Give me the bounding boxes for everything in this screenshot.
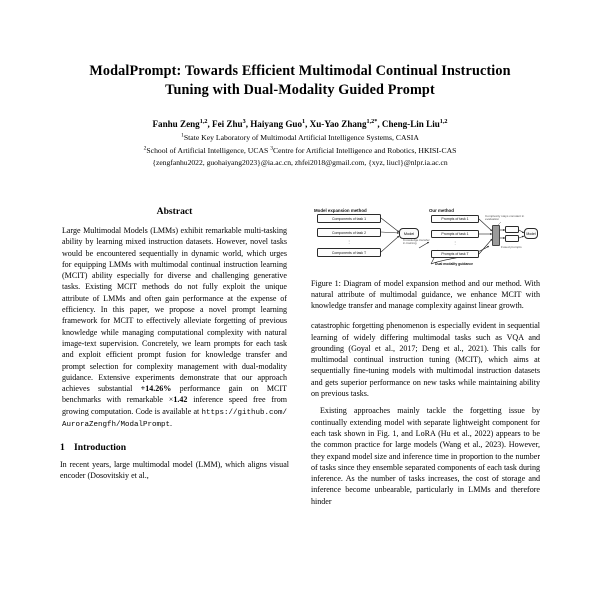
- figure-right-box-3: Prompts of task T: [431, 250, 479, 258]
- abstract-paragraph: [62, 225, 287, 431]
- author-name-4: Xu-Yao Zhang: [309, 119, 367, 130]
- abstract-heading: Abstract: [156, 206, 193, 217]
- figure-note-dual-modality: Dual modality guidance: [435, 262, 474, 266]
- figure-right-box-1: Prompts of task 1: [431, 215, 479, 223]
- affiliation-sup-3: 3: [270, 145, 274, 152]
- introduction-paragraph-1: In recent years, large multimodal model (LMM), which aligns visual encoder (Dosovitskiy et al.,: [60, 459, 289, 481]
- author-sup-4: 1,2*: [366, 118, 378, 126]
- right-column: [311, 206, 540, 600]
- performance-gain-value: +14.26%: [140, 384, 172, 394]
- affiliation-line-1: [78, 133, 522, 144]
- affiliation-line-2: [78, 146, 522, 157]
- abstract-text-mid-2: inference speed free from growing computation. Code is available at: [62, 395, 287, 416]
- figure-left-box-3: Components of task T: [317, 248, 381, 257]
- figure-right-ellipsis: ⋮: [453, 240, 457, 245]
- author-name-5: Cheng-Lin Liu: [381, 119, 440, 130]
- figure-1: [311, 206, 540, 311]
- abstract-body: [60, 225, 289, 431]
- abstract-text-after: .: [170, 419, 173, 429]
- right-column-paragraph-2: Existing approaches mainly tackle the forgetting issue by continually extending model with separate lightweight component for each task shown in Fig. 1, and LoRA (Hu et al., 2022) appears to be the common practice for large models (Wang et al., 2023). However, they expand model size and inference time in proportion to the number of tasks since they ensemble separated components of each task during inference. As the number of tasks increases, the cost of storage and inference become unbearable, particularly in LMMs and therefore hinder: [311, 406, 540, 506]
- figure-left-ellipsis: ⋮: [347, 239, 351, 244]
- figure-1-diagram: [311, 206, 540, 274]
- figure-note-knowledge-transfer: Knowledge transfer in training: [403, 238, 430, 246]
- author-sup-1: 1,2: [199, 118, 208, 126]
- affiliation-sup-2: 2: [143, 145, 147, 152]
- author-name-3: Haiyang Guo: [250, 119, 303, 130]
- affiliation-sup-1: 1: [181, 132, 184, 139]
- figure-left-title: Model expansion method: [314, 208, 367, 213]
- author-sup-2: 3: [242, 118, 246, 126]
- author-emails: {zengfanhu2022, guohaiyang2023}@ia.ac.cn, zhfei2018@gmail.com, {xyz, liucl}@nlpr.ia.ac.cn: [152, 158, 448, 168]
- abstract-text-mid: performance gain on MCIT benchmarks with remarkable ×: [62, 384, 287, 405]
- author-list: [78, 118, 522, 130]
- figure-right-title: Our method: [429, 208, 454, 213]
- section-title: Introduction: [74, 441, 127, 453]
- affiliation-text-1: State Key Laboratory of Multimodal Artificial Intelligence Systems, CASIA: [183, 132, 419, 142]
- figure-left-box-1: Components of task 1: [317, 214, 381, 223]
- affiliation-text-2: School of Artificial Intelligence, UCAS: [146, 145, 271, 155]
- author-name-1: Fanhu Zeng: [152, 119, 200, 130]
- author-sup-5: 1,2: [439, 118, 448, 126]
- figure-left-box-2: Components of task 2: [317, 228, 381, 237]
- abstract-text-before: Large Multimodal Models (LMMs) exhibit remarkable multi-tasking ability by learning mixed instruction datasets. However, novel tasks would be encountered sequentially in dynamic world, which urges for equipping LMMs with multimodal continual instruction learning (MCIT) ability especially for diverse and challenging generative tasks. Existing MCIT methods do not fully exploit the unique attribute of LMMs and often gain performance at the expense of efficiency. In this paper, we propose a novel prompt learning framework for MCIT to effectively alleviate forgetting of previous knowledge while managing computational complexity with natural image-text supervision. Concretely, we learn prompts for each task and exploit efficient prompt fusion for knowledge transfer and prompt selection for complexity management with dual-modality guidance. Extensive experiments demonstrate that our approach achieves substantial: [62, 226, 287, 394]
- code-url-link[interactable]: https://github.com/AuroraZengfh/ModalPrompt: [62, 408, 287, 430]
- page-title: ModalPrompt: Towards Efficient Multimodal Continual Instruction Tuning with Dual-Modality Guided Prompt: [89, 63, 511, 98]
- figure-right-model-box: Model: [524, 228, 538, 239]
- figure-fused-prompt-2: [505, 235, 519, 242]
- left-column: [60, 206, 289, 600]
- figure-fused-prompt-1: [505, 226, 519, 233]
- figure-left-model-box: Model: [399, 228, 419, 239]
- author-sup-3: 1: [302, 118, 306, 126]
- two-column-body: [0, 206, 600, 600]
- speedup-value: 1.42: [173, 395, 188, 405]
- figure-note-fused-prompts: Fused prompts: [501, 245, 522, 249]
- right-column-paragraph-1: catastrophic forgetting phenomenon is especially evident in sequential learning of widely differing multimodal tasks such as VQA and grounding (Goyal et al., 2017; Deng et al., 2021). This calls for multimodal continual instruction tuning (MCIT), which aims at sequentially fine-tuning models with multimodal instruction datasets and gets superior performance on new tasks while maintaining ability on previous tasks.: [311, 321, 540, 399]
- author-sep-4: ,: [377, 119, 382, 130]
- author-sep-2: ,: [245, 119, 251, 130]
- figure-note-complexity: Complexity stays constant in evaluation: [485, 214, 525, 222]
- figure-1-caption: Figure 1: Diagram of model expansion method and our method. With natural attribute of multimodal guidance, we enhance MCIT with knowledge transfer and manage complexity against linear growth.: [311, 279, 540, 311]
- author-sep-1: ,: [207, 119, 213, 130]
- title-block: [0, 0, 600, 169]
- figure-fusion-bar: [492, 225, 500, 246]
- author-sep-3: ,: [305, 119, 310, 130]
- figure-right-box-2: Prompts of task 1: [431, 230, 479, 238]
- section-heading-introduction: [60, 442, 289, 453]
- section-number: 1: [60, 441, 65, 453]
- author-name-2: Fei Zhu: [212, 119, 243, 130]
- affiliation-text-3: Centre for Artificial Intelligence and Robotics, HKISI-CAS: [273, 145, 457, 155]
